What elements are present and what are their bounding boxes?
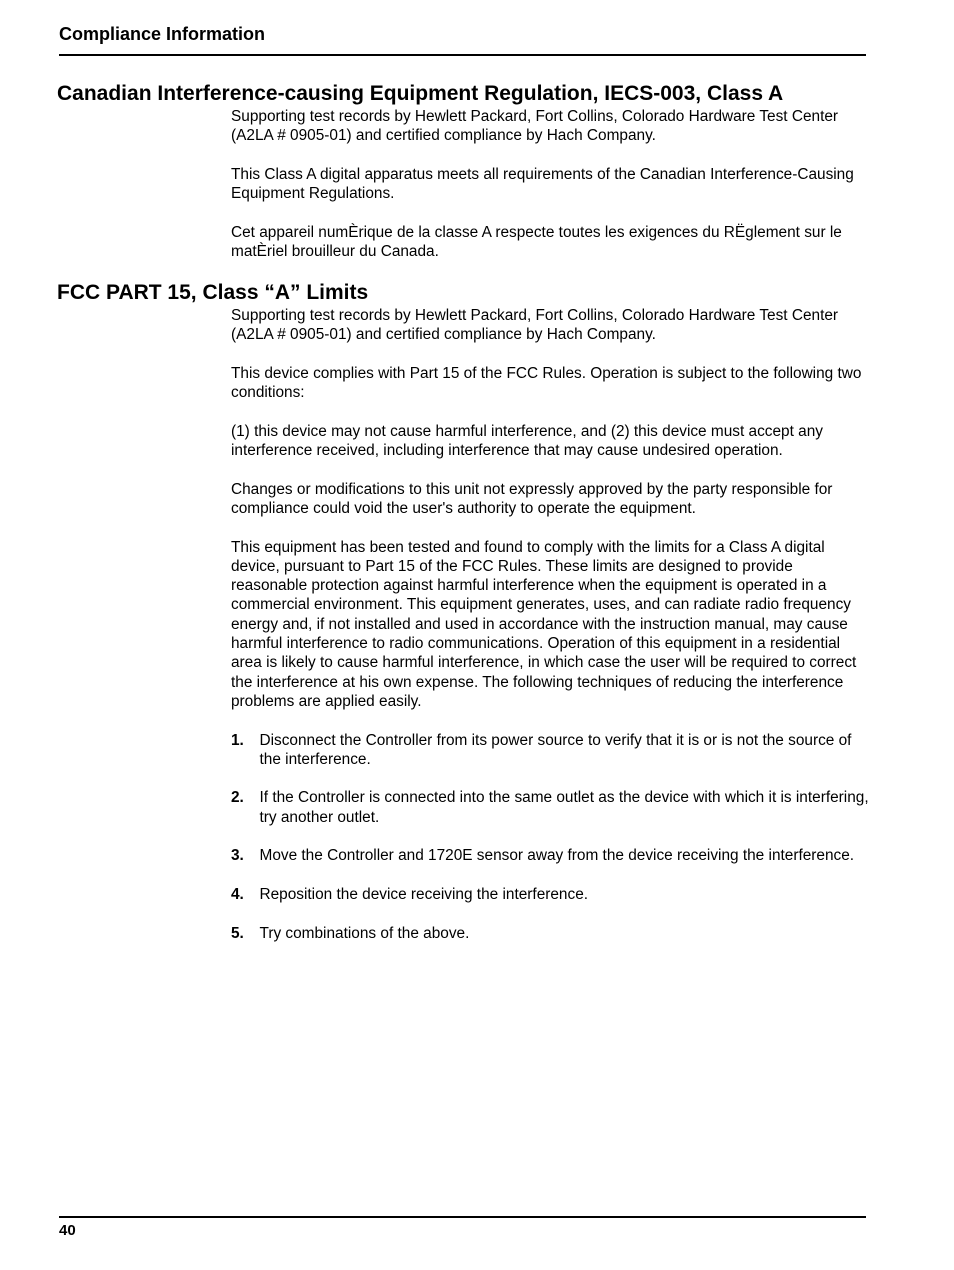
step-text: Try combinations of the above.: [259, 924, 470, 942]
paragraph: Supporting test records by Hewlett Packard, Fort Collins, Colorado Hardware Test Center (A2LA # 0905-01) and certified compliance by Hach Company.: [231, 307, 839, 344]
paragraph: This Class A digital apparatus meets all requirements of the Canadian Interference-Causing Equipment Regulations.: [231, 165, 854, 203]
paragraph: Supporting test records by Hewlett Packard, Fort Collins, Colorado Hardware Test Center (A2LA # 0905-01) and certified compliance by Hach Company.: [231, 108, 839, 145]
list-item: [231, 846, 871, 865]
paragraph: Cet appareil numÈrique de la classe A respecte toutes les exigences du RËglement sur le matÈriel brouilleur du Canada.: [231, 223, 842, 261]
header-title: Compliance Information: [59, 24, 266, 44]
page-footer: [59, 1216, 866, 1241]
section-body-fcc: [231, 306, 871, 962]
list-item: [231, 885, 871, 904]
step-number: 1.: [231, 731, 244, 749]
list-item: [231, 731, 871, 770]
list-item: [231, 788, 871, 827]
paragraph: This equipment has been tested and found to comply with the limits for a Class A digital device, pursuant to Part 15 of the FCC Rules. These limits are designed to provide reasonable protection against harmful interference when the equipment is operated in a commercial environment. This equipment generates, uses, and can radiate radio frequency energy and, if not installed and used in accordance with the instruction manual, may cause harmful interference to radio communications. Operation of this equipment in a residential area is likely to cause harmful interference, in which case the user will be required to correct the interference at his own expense. The following techniques of reducing the interference problems are applied easily.: [231, 538, 857, 710]
step-number: 4.: [231, 885, 244, 903]
steps-list: [231, 731, 871, 943]
step-number: 5.: [231, 924, 244, 942]
page-header: [59, 22, 866, 56]
step-text: If the Controller is connected into the same outlet as the device with which it is interfering, try another outlet.: [259, 789, 869, 826]
paragraph: (1) this device may not cause harmful interference, and (2) this device must accept any interference received, including interference that may cause undesired operation.: [231, 422, 823, 460]
paragraph: This device complies with Part 15 of the FCC Rules. Operation is subject to the following two conditions:: [231, 364, 862, 402]
section-body-canadian: [231, 107, 871, 281]
step-text: Disconnect the Controller from its power source to verify that it is or is not the source of the interference.: [259, 731, 852, 768]
step-text: Move the Controller and 1720E sensor away from the device receiving the interference.: [259, 847, 855, 865]
page-number: 40: [59, 1222, 76, 1239]
section-heading-fcc: FCC PART 15, Class “A” Limits: [57, 281, 369, 304]
section-heading-canadian: Canadian Interference-causing Equipment Regulation, IECS-003, Class A: [57, 82, 784, 105]
step-text: Reposition the device receiving the interference.: [259, 885, 589, 903]
paragraph: Changes or modifications to this unit not expressly approved by the party responsible for compliance could void the user's authority to operate the equipment.: [231, 480, 833, 517]
step-number: 3.: [231, 847, 244, 865]
list-item: [231, 924, 871, 943]
step-number: 2.: [231, 789, 244, 807]
